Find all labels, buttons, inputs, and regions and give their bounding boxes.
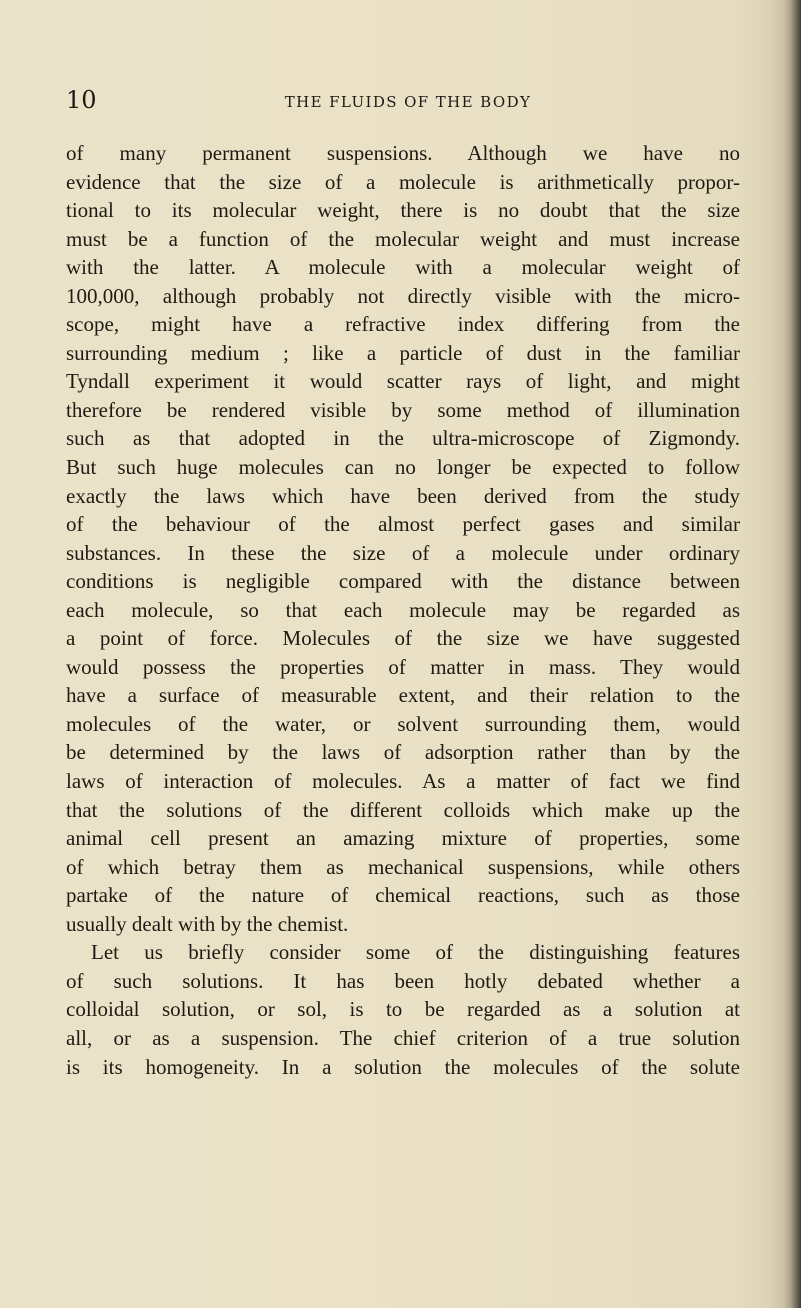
text-line: conditions is negligible compared with the distance between bbox=[66, 569, 740, 594]
running-title: THE FLUIDS OF THE BODY bbox=[284, 93, 532, 111]
text-line: Let us briefly consider some of the distinguishing features bbox=[91, 940, 740, 965]
page-header bbox=[66, 88, 736, 114]
text-line: of which betray them as mechanical suspensions, while others bbox=[66, 854, 740, 879]
text-line: Tyndall experiment it would scatter rays of light, and might bbox=[66, 369, 740, 394]
text-line: is its homogeneity. In a solution the molecules of the solute bbox=[66, 1054, 740, 1079]
text-line: laws of interaction of molecules. As a matter of fact we find bbox=[66, 769, 740, 794]
text-line: would possess the properties of matter in mass. They would bbox=[66, 654, 740, 679]
page-edge-shadow bbox=[783, 0, 801, 1308]
page-number: 10 bbox=[66, 86, 97, 114]
text-line: that the solutions of the different colloids which make up the bbox=[66, 797, 740, 822]
text-line: a point of force. Molecules of the size we have suggested bbox=[66, 626, 740, 651]
text-line: usually dealt with by the chemist. bbox=[66, 911, 349, 936]
body-text bbox=[66, 139, 740, 1081]
text-line: 100,000, although probably not directly visible with the micro- bbox=[66, 283, 740, 308]
text-line: of the behaviour of the almost perfect gases and similar bbox=[66, 512, 740, 537]
text-line: of many permanent suspensions. Although we have no bbox=[66, 141, 740, 165]
text-line: tional to its molecular weight, there is no doubt that the size bbox=[66, 198, 740, 223]
text-line: have a surface of measurable extent, and their relation to the bbox=[66, 683, 740, 708]
text-line: exactly the laws which have been derived from the study bbox=[66, 483, 740, 508]
text-line: scope, might have a refractive index differing from the bbox=[66, 312, 740, 337]
text-line: molecules of the water, or solvent surrounding them, would bbox=[66, 711, 740, 736]
text-line: therefore be rendered visible by some method of illumination bbox=[66, 397, 740, 422]
text-line: of such solutions. It has been hotly debated whether a bbox=[66, 968, 740, 993]
text-line: must be a function of the molecular weight and must increase bbox=[66, 226, 740, 251]
text-line: all, or as a suspension. The chief criterion of a true solution bbox=[66, 1025, 740, 1050]
text-line: partake of the nature of chemical reactions, such as those bbox=[66, 883, 740, 908]
text-line: such as that adopted in the ultra-microscope of Zigmondy. bbox=[66, 426, 740, 451]
text-line: But such huge molecules can no longer be expected to follow bbox=[66, 455, 740, 480]
text-line: colloidal solution, or sol, is to be regarded as a solution at bbox=[66, 997, 740, 1022]
text-line: animal cell present an amazing mixture of properties, some bbox=[66, 826, 740, 851]
text-line: evidence that the size of a molecule is arithmetically propor- bbox=[66, 169, 740, 194]
text-line: each molecule, so that each molecule may be regarded as bbox=[66, 597, 740, 622]
text-line: substances. In these the size of a molecule under ordinary bbox=[66, 540, 740, 565]
text-line: surrounding medium ; like a particle of dust in the familiar bbox=[66, 340, 740, 365]
text-line: with the latter. A molecule with a molecular weight of bbox=[66, 255, 740, 280]
text-line: be determined by the laws of adsorption rather than by the bbox=[66, 740, 740, 765]
